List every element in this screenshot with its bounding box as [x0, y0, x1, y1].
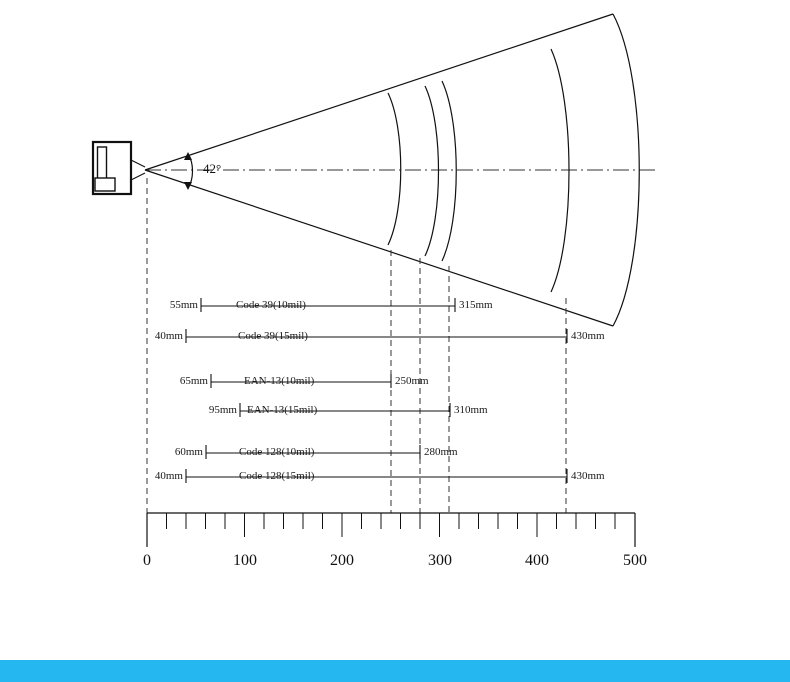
- guide-lines: [147, 178, 566, 513]
- range-title-code39-10mil: Code 39(10mil): [236, 299, 306, 311]
- range-far-label-code128-15mil: 430mm: [571, 470, 605, 482]
- range-far-label-ean13-15mil: 310mm: [454, 404, 488, 416]
- range-title-code128-10mil: Code 128(10mil): [239, 446, 315, 458]
- scanner-icon: [93, 142, 145, 194]
- axis-tick-label-300: 300: [428, 552, 452, 569]
- range-title-code39-15mil: Code 39(15mil): [238, 330, 308, 342]
- range-near-label-code128-10mil: 60mm: [174, 446, 203, 458]
- range-near-label-ean13-10mil: 65mm: [179, 375, 208, 387]
- axis-tick-label-500: 500: [623, 552, 647, 569]
- range-near-label-code39-10mil: 55mm: [169, 299, 198, 311]
- range-far-label-code128-10mil: 280mm: [424, 446, 458, 458]
- axis-tick-label-100: 100: [233, 552, 257, 569]
- range-near-label-code39-15mil: 40mm: [154, 330, 183, 342]
- axis-tick-label-0: 0: [143, 552, 151, 569]
- ruler: [147, 513, 635, 547]
- range-near-label-ean13-15mil: 95mm: [208, 404, 237, 416]
- range-near-label-code128-15mil: 40mm: [154, 470, 183, 482]
- axis-tick-label-400: 400: [525, 552, 549, 569]
- angle-label: 42°: [203, 161, 222, 176]
- footer-accent-bar: [0, 660, 790, 682]
- angle-indicator: [184, 152, 193, 190]
- range-title-ean13-10mil: EAN-13(10mil): [244, 375, 315, 387]
- range-title-code128-15mil: Code 128(15mil): [239, 470, 315, 482]
- axis-tick-label-200: 200: [330, 552, 354, 569]
- range-title-ean13-15mil: EAN-13(15mil): [247, 404, 318, 416]
- range-far-label-ean13-10mil: 250mm: [395, 375, 429, 387]
- range-far-label-code39-15mil: 430mm: [571, 330, 605, 342]
- range-far-label-code39-10mil: 315mm: [459, 299, 493, 311]
